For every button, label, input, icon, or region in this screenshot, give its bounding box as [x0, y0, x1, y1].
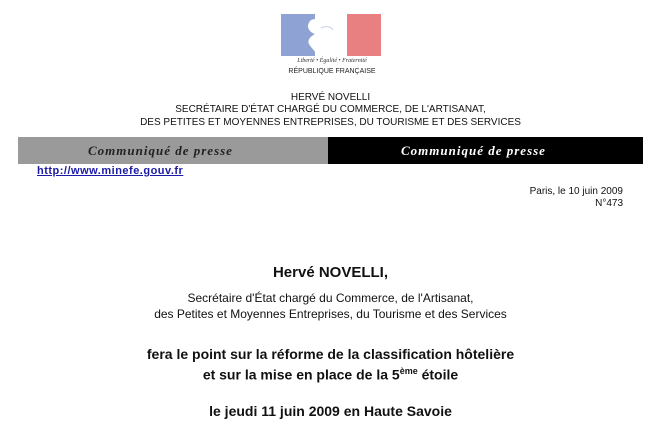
release-number: N°473 — [595, 198, 623, 209]
republique-francaise-logo — [279, 14, 385, 80]
headline-line1: fera le point sur la réforme de la classification hôtelière — [146, 346, 515, 362]
headline-line2-sup: ème — [399, 366, 418, 376]
press-release-band-left: Communiqué de presse — [18, 137, 328, 164]
headline-line2 — [0, 366, 661, 383]
minister-name-header: HERVÉ NOVELLI — [290, 92, 371, 103]
headline-line2-post: étoile — [417, 366, 459, 383]
press-release-band-right: Communiqué de presse — [328, 137, 643, 164]
minister-title-line1: SECRÉTAIRE D'ÉTAT CHARGÉ DU COMMERCE, DE L'ARTISANAT, — [175, 104, 486, 115]
body-title-line1: Secrétaire d'État chargé du Commerce, de l'Artisanat, — [187, 291, 474, 305]
headline-line3: le jeudi 11 juin 2009 en Haute Savoie — [209, 403, 452, 419]
ministry-website-link[interactable]: http://www.minefe.gouv.fr — [37, 165, 184, 177]
republic-label: RÉPUBLIQUE FRANÇAISE — [288, 68, 376, 75]
place-date: Paris, le 10 juin 2009 — [529, 186, 623, 197]
body-title-line2: des Petites et Moyennes Entreprises, du Tourisme et des Services — [154, 307, 507, 321]
marianne-flag-icon — [281, 14, 381, 56]
motto-text: Liberté • Égalité • Fraternité — [297, 58, 367, 64]
minister-title-line2: DES PETITES ET MOYENNES ENTREPRISES, DU TOURISME ET DES SERVICES — [140, 117, 521, 128]
body-minister-name: Hervé NOVELLI, — [272, 264, 389, 281]
headline-line2-pre: et sur la mise en place de la 5 — [202, 366, 400, 383]
